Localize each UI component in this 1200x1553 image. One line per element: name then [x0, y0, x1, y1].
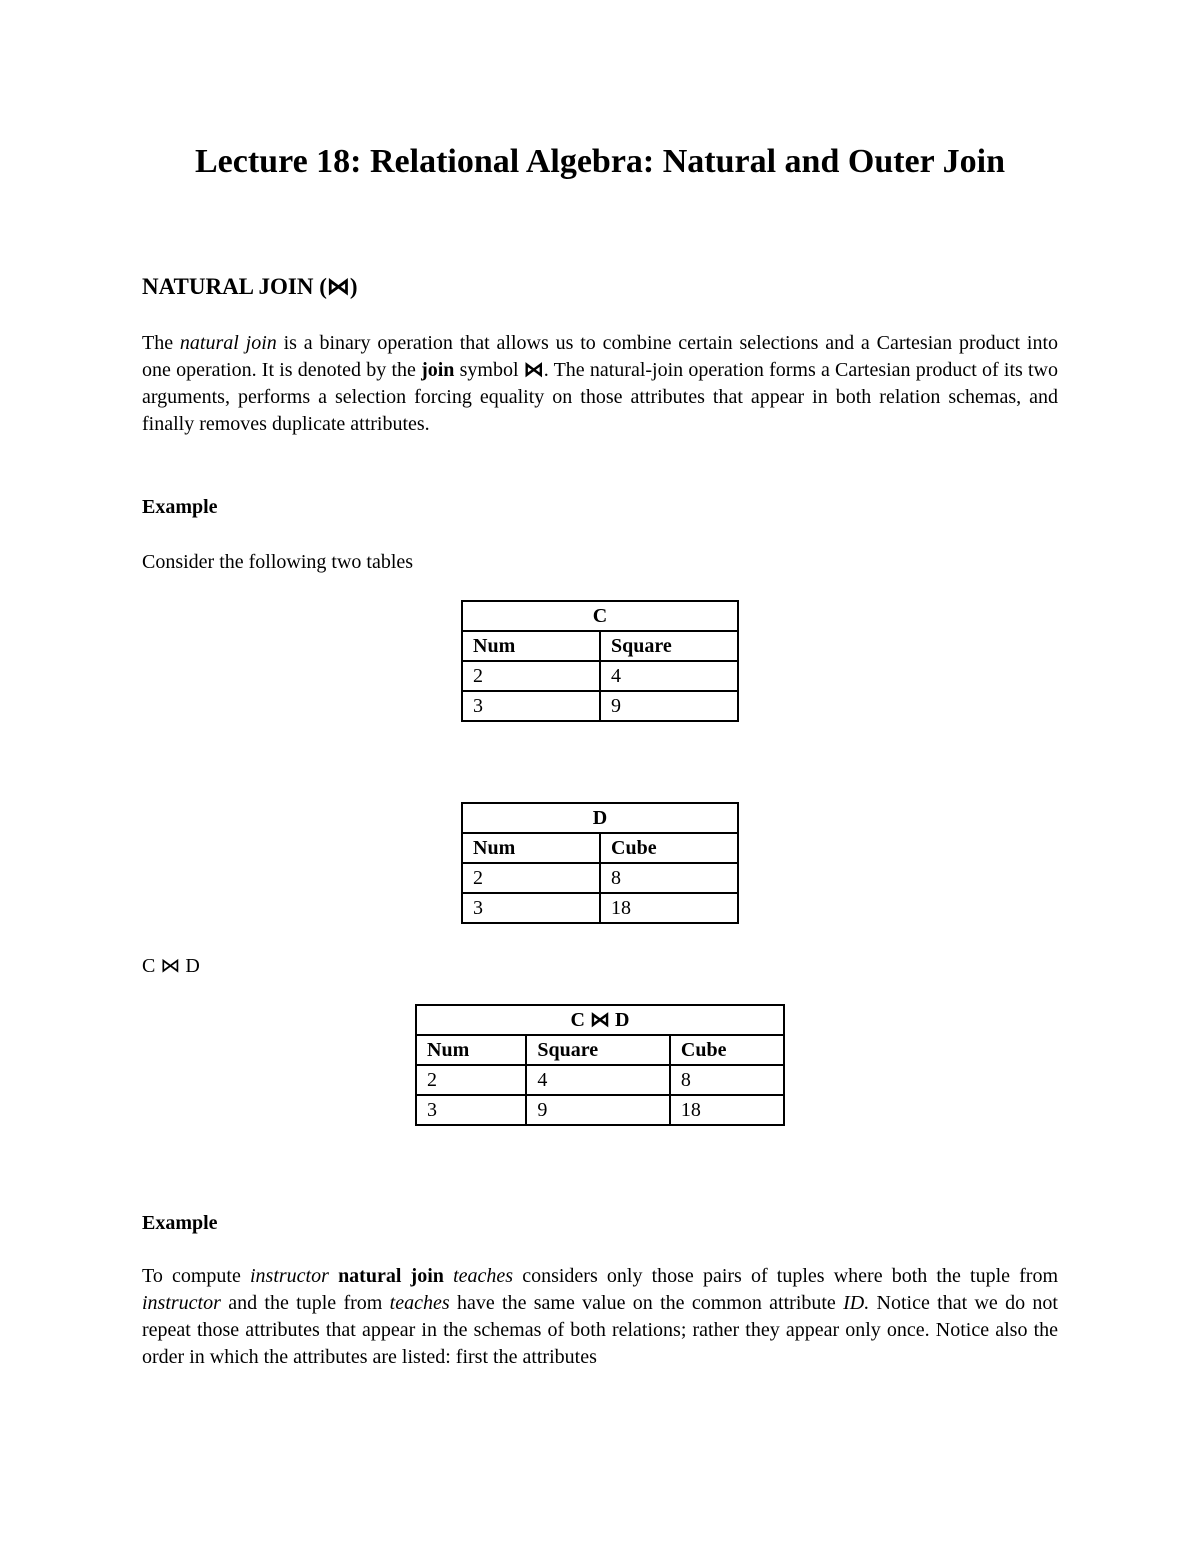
table-d [461, 802, 739, 924]
column-header: Square [600, 631, 738, 661]
join-expression: C ⋈ D [142, 955, 200, 977]
emphasis-instructor: instructor [142, 1292, 221, 1314]
section-heading: NATURAL JOIN (⋈) [142, 274, 358, 299]
table-row [416, 1095, 784, 1125]
table-cell: 3 [462, 691, 600, 721]
table-caption: C ⋈ D [416, 1005, 784, 1035]
table-cell: 8 [600, 863, 738, 893]
table-cell: 3 [416, 1095, 526, 1125]
column-header: Num [416, 1035, 526, 1065]
table-row [462, 863, 738, 893]
text-span: symbol [454, 359, 524, 381]
column-header: Cube [600, 833, 738, 863]
text-span [329, 1265, 338, 1287]
text-span: and the tuple from [220, 1292, 390, 1314]
text-span: To compute [142, 1265, 250, 1287]
table-cell: 18 [600, 893, 738, 923]
text-span: have the same value on the common attribute [449, 1292, 844, 1314]
table-c [461, 600, 739, 722]
emphasis-instructor: instructor [250, 1265, 329, 1287]
example-label: Example [142, 1212, 218, 1234]
text-span: . The natural-join operation forms a Cartesian product of its two arguments, performs a selection forcing equality on those attributes that appear in both relation schemas, and finally removes duplicate attributes. [142, 359, 1058, 435]
example-label: Example [142, 496, 218, 518]
emphasis-teaches: teaches [389, 1292, 450, 1314]
text-span [444, 1265, 453, 1287]
table-cell: 9 [600, 691, 738, 721]
table-row [462, 893, 738, 923]
page-title: Lecture 18: Relational Algebra: Natural and Outer Join [195, 143, 1005, 180]
emphasis-teaches: teaches [453, 1265, 514, 1287]
table-cell: 2 [462, 661, 600, 691]
table-cell: 8 [670, 1065, 784, 1095]
table-caption: D [462, 803, 738, 833]
table-cell: 18 [670, 1095, 784, 1125]
table-row [462, 691, 738, 721]
table-cell: 2 [416, 1065, 526, 1095]
table-cell: 4 [600, 661, 738, 691]
text-span: Notice that we do not repeat those attributes that appear in the schemas of both relations; rather they appear only once. Notice also the order in which the attributes are listed: first the attributes [142, 1292, 1058, 1368]
consider-text: Consider the following two tables [142, 551, 414, 573]
emphasis-id: ID. [843, 1292, 870, 1314]
table-cell: 2 [462, 863, 600, 893]
table-cell: 4 [526, 1065, 670, 1095]
bold-natural-join: natural join [338, 1265, 444, 1287]
table-caption: C [462, 601, 738, 631]
text-span: considers only those pairs of tuples where both the tuple from [513, 1265, 1059, 1287]
table-cell: 9 [526, 1095, 670, 1125]
text-span: The [142, 332, 180, 354]
table-row [416, 1065, 784, 1095]
intro-paragraph [142, 330, 1058, 438]
example-paragraph [142, 1263, 1058, 1371]
table-c-join-d [415, 1004, 785, 1126]
text-span: is a binary operation that allows us to combine certain selections and a Cartesian product into one operation. It is denoted by the [142, 332, 1058, 381]
bold-join: join [421, 359, 455, 381]
table-row [462, 661, 738, 691]
join-symbol: ⋈ [523, 359, 544, 381]
emphasis-natural-join: natural join [179, 332, 277, 354]
column-header: Num [462, 631, 600, 661]
column-header: Square [526, 1035, 670, 1065]
table-cell: 3 [462, 893, 600, 923]
column-header: Cube [670, 1035, 784, 1065]
column-header: Num [462, 833, 600, 863]
